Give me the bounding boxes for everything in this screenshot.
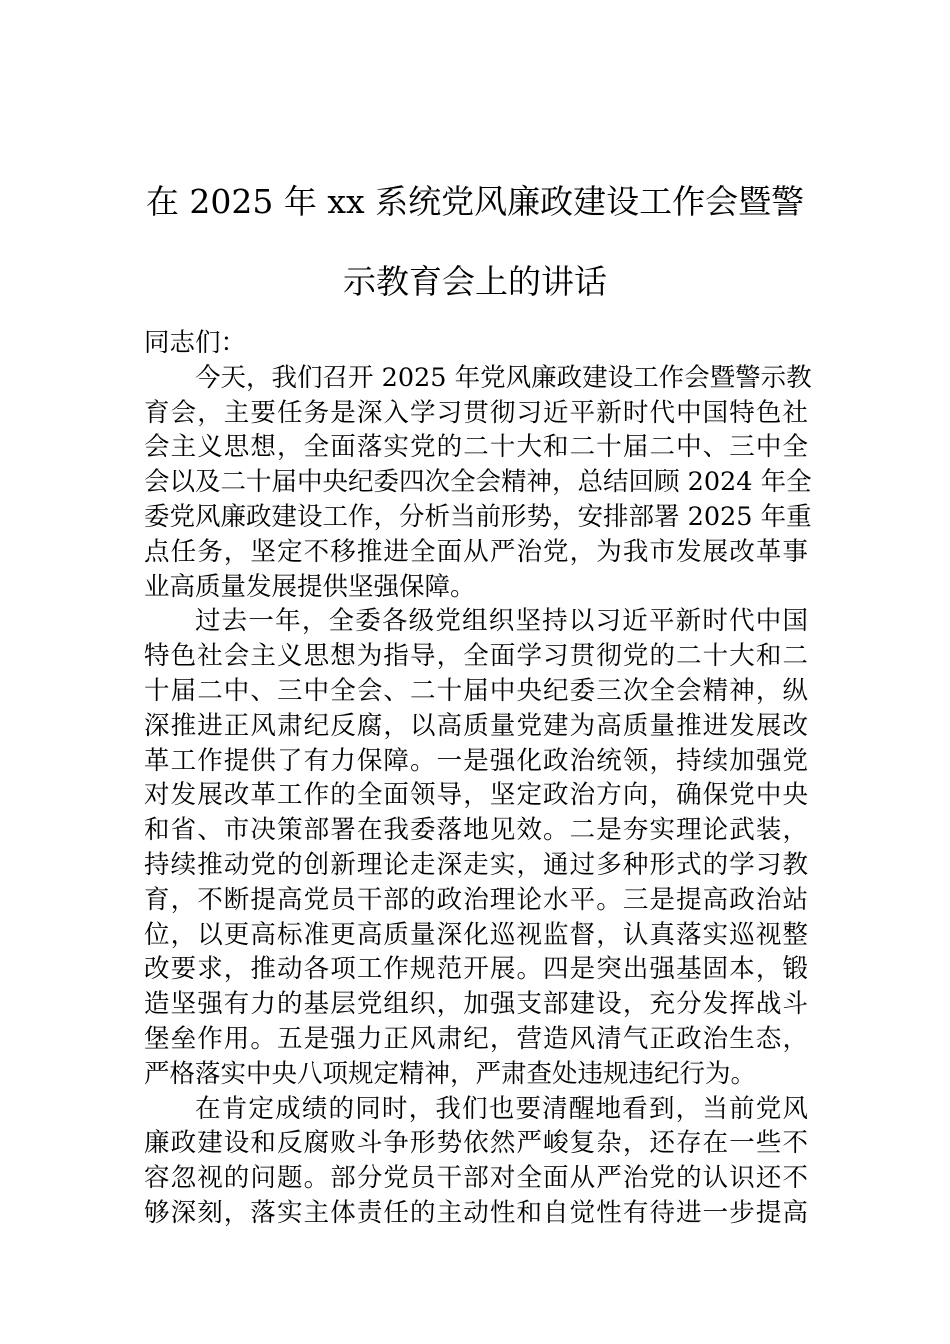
paragraph-line: 会主义思想，全面落实党的二十大和二十届二中、三中全: [144, 432, 808, 463]
paragraph-line: 深推进正风肃纪反腐，以高质量党建为高质量推进发展改: [144, 710, 808, 741]
paragraph-line: 和省、市决策部署在我委落地见效。二是夯实理论武装，: [144, 815, 808, 846]
paragraph-line: 在肯定成绩的同时，我们也要清醒地看到，当前党风: [195, 1093, 808, 1124]
paragraph-line: 改要求，推动各项工作规范开展。四是突出强基固本，锻: [144, 954, 808, 985]
paragraph-line: 够深刻，落实主体责任的主动性和自觉性有待进一步提高: [144, 1197, 808, 1228]
paragraph-line: 育，不断提高党员干部的政治理论水平。三是提高政治站: [144, 884, 808, 915]
paragraph-line: 过去一年，全委各级党组织坚持以习近平新时代中国: [195, 606, 808, 637]
paragraph-line: 委党风廉政建设工作，分析当前形势，安排部署 2025 年重: [144, 501, 812, 532]
title-line-1: 在 2025 年 xx 系统党风廉政建设工作会暨警: [145, 182, 805, 221]
paragraph-line: 对发展改革工作的全面领导，坚定政治方向，确保党中央: [144, 780, 808, 811]
paragraph-line: 位，以更高标准更高质量深化巡视监督，认真落实巡视整: [144, 919, 808, 950]
paragraph-line: 特色社会主义思想为指导，全面学习贯彻党的二十大和二: [144, 641, 808, 672]
salutation: 同志们：: [144, 328, 247, 358]
paragraph-2: [144, 604, 808, 1091]
title-line-2: 示教育会上的讲话: [343, 262, 607, 301]
paragraph-line: 今天，我们召开 2025 年党风廉政建设工作会暨警示教: [195, 362, 812, 393]
document-title: [120, 162, 830, 322]
paragraph-line: 育会，主要任务是深入学习贯彻习近平新时代中国特色社: [144, 397, 808, 428]
paragraph-line: 持续推动党的创新理论走深走实，通过多种形式的学习教: [144, 849, 808, 880]
paragraph-line: 廉政建设和反腐败斗争形势依然严峻复杂，还存在一些不: [144, 1128, 808, 1159]
paragraph-line: 堡垒作用。五是强力正风肃纪，营造风清气正政治生态，: [144, 1023, 808, 1054]
paragraph-line: 点任务，坚定不移推进全面从严治党，为我市发展改革事: [144, 536, 808, 567]
paragraph-line: 容忽视的问题。部分党员干部对全面从严治党的认识还不: [144, 1163, 808, 1194]
paragraph-line: 业高质量发展提供坚强保障。: [144, 571, 476, 602]
paragraph-1: [144, 361, 812, 605]
paragraph-line: 严格落实中央八项规定精神，严肃查处违规违纪行为。: [144, 1058, 757, 1089]
paragraph-line: 造坚强有力的基层党组织，加强支部建设，充分发挥战斗: [144, 989, 808, 1020]
paragraph-line: 十届二中、三中全会、二十届中央纪委三次全会精神，纵: [144, 675, 808, 706]
paragraph-line: 革工作提供了有力保障。一是强化政治统领，持续加强党: [144, 745, 808, 776]
paragraph-3: [144, 1092, 808, 1231]
paragraph-line: 会以及二十届中央纪委四次全会精神，总结回顾 2024 年全: [144, 467, 812, 498]
document-body: [144, 326, 812, 1231]
